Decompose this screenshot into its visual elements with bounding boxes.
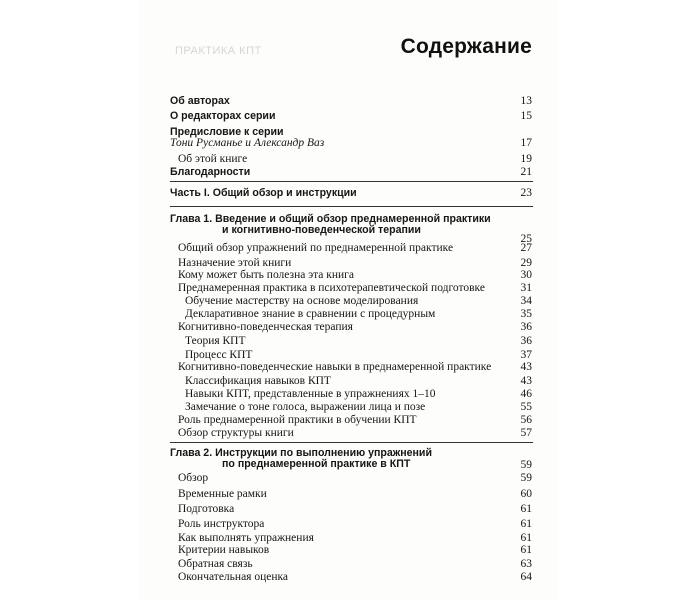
toc-entry-title: Обучение мастерству на основе моделирования <box>185 295 419 307</box>
toc-entry-title: Роль инструктора <box>178 518 265 530</box>
toc-entry <box>0 109 700 123</box>
toc-entry-title: Временные рамки <box>178 488 267 500</box>
toc-entry-title: Когнитивно-поведенческая терапия <box>178 321 353 333</box>
toc-page-number: 37 <box>520 349 532 361</box>
toc-entry <box>0 268 700 282</box>
toc-page-number: 61 <box>520 544 532 556</box>
toc-page-number: 36 <box>520 321 532 333</box>
toc-entry-title: Об авторах <box>170 95 230 107</box>
toc-entry <box>0 400 700 414</box>
toc-entry-title: Обзор <box>178 472 209 484</box>
toc-entry-title: Обзор структуры книги <box>178 427 294 439</box>
toc-page-number: 30 <box>520 269 532 281</box>
toc-page-number: 56 <box>520 414 532 426</box>
toc-entry-title: Теория КПТ <box>185 335 246 347</box>
toc-page-number: 36 <box>520 335 532 347</box>
toc-entry-title: Процесс КПТ <box>185 349 253 361</box>
toc-entry-title: Декларативное знание в сравнении с процедурным <box>185 308 436 320</box>
toc-entry-title: Об этой книге <box>178 153 248 165</box>
toc-entry-title: Предисловие к серии <box>170 126 284 138</box>
toc-entry <box>0 223 700 245</box>
toc-entry <box>0 374 700 388</box>
toc-entry <box>0 543 700 557</box>
toc-page-number: 61 <box>520 503 532 515</box>
toc-page-number: 59 <box>520 459 532 471</box>
toc-page-number: 29 <box>520 257 532 269</box>
toc-chapter-title-cont: по преднамеренной практике в КПТ <box>222 458 411 470</box>
toc-entry <box>0 426 700 440</box>
toc-entry <box>0 186 700 200</box>
toc-entry <box>0 360 700 374</box>
toc-page-number: 46 <box>520 388 532 400</box>
toc-chapter-title: Глава 2. Инструкции по выполнению упражнений <box>170 447 432 459</box>
section-divider <box>170 442 533 443</box>
toc-entry-title: Критерии навыков <box>178 544 270 556</box>
toc-page-number: 27 <box>520 242 532 254</box>
toc-page-number: 43 <box>520 361 532 373</box>
toc-entry-title: Обратная связь <box>178 558 253 570</box>
toc-page-number: 61 <box>520 518 532 530</box>
toc-entry-title: Кому может быть полезна эта книга <box>178 269 355 281</box>
toc-entry <box>0 502 700 516</box>
toc-entry <box>0 136 700 150</box>
toc-entry <box>0 94 700 108</box>
toc-page-number: 13 <box>520 95 532 107</box>
toc-page-number: 43 <box>520 375 532 387</box>
toc-entry <box>0 241 700 255</box>
toc-entry <box>0 570 700 584</box>
toc-entry <box>0 294 700 308</box>
toc-page-number: 59 <box>520 472 532 484</box>
toc-entry-title: Подготовка <box>178 503 235 515</box>
toc-entry <box>0 487 700 501</box>
toc-entry-title: Классификация навыков КПТ <box>185 375 331 387</box>
toc-entry <box>0 320 700 334</box>
toc-entry <box>0 471 700 485</box>
toc-entry <box>0 517 700 531</box>
toc-entry <box>0 387 700 401</box>
toc-page-number: 34 <box>520 295 532 307</box>
toc-page-number: 31 <box>520 282 532 294</box>
toc-page-number: 21 <box>520 166 532 178</box>
toc-entry <box>0 307 700 321</box>
toc-chapter-title: Глава 1. Введение и общий обзор преднамеренной практики <box>170 213 491 225</box>
toc-entry-title: Роль преднамеренной практики в обучении КПТ <box>178 414 417 426</box>
section-divider <box>170 181 533 182</box>
toc-page-number: 57 <box>520 427 532 439</box>
toc-entry-title: Как выполнять упражнения <box>178 532 314 544</box>
page-title: Содержание <box>400 35 532 58</box>
toc-entry <box>0 152 700 166</box>
toc-page-number: 60 <box>520 488 532 500</box>
toc-entry-title: Окончательная оценка <box>178 571 289 583</box>
toc-entry <box>0 334 700 348</box>
toc-page-number: 17 <box>520 137 532 149</box>
toc-entry-title: Когнитивно-поведенческие навыки в преднамеренной практике <box>178 361 492 373</box>
toc-page-number: 15 <box>520 110 532 122</box>
toc-entry-title: Назначение этой книги <box>178 257 292 269</box>
toc-entry <box>0 165 700 179</box>
toc-entry-title: Благодарности <box>170 166 251 178</box>
toc-entry-title: Навыки КПТ, представленные в упражнениях 1–10 <box>185 388 436 400</box>
toc-entry-title: Преднамеренная практика в психотерапевтической подготовке <box>178 282 485 294</box>
section-divider <box>170 206 533 207</box>
toc-page-number: 23 <box>520 187 532 199</box>
toc-entry <box>0 281 700 295</box>
toc-page-number: 64 <box>520 571 532 583</box>
toc-entry <box>0 413 700 427</box>
toc-page-number: 61 <box>520 532 532 544</box>
toc-entry-subtitle: Тони Русманье и Александр Ваз <box>170 137 325 149</box>
toc-entry-title: Общий обзор упражнений по преднамеренной практике <box>178 242 454 254</box>
toc-page-number: 19 <box>520 153 532 165</box>
toc-entry-title: Замечание о тоне голоса, выражении лица и позе <box>185 401 426 413</box>
toc-part-title: Часть I. Общий обзор и инструкции <box>170 187 357 199</box>
toc-page-number: 25 <box>520 233 532 245</box>
toc-page-number: 35 <box>520 308 532 320</box>
bleed-through-header: ПРАКТИКА КПТ <box>175 45 262 57</box>
toc-chapter-title-cont: и когнитивно-поведенческой терапии <box>222 224 421 236</box>
toc-page-number: 55 <box>520 401 532 413</box>
toc-page-number: 63 <box>520 558 532 570</box>
toc-entry <box>0 457 700 471</box>
toc-entry <box>0 557 700 571</box>
toc-entry-title: О редакторах серии <box>170 110 276 122</box>
